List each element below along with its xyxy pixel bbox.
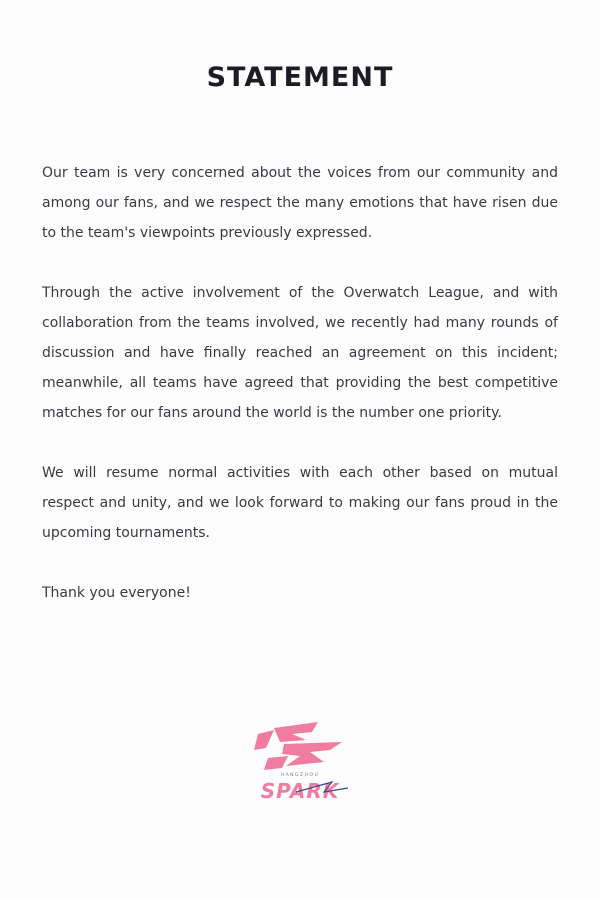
logo-emblem-left (254, 730, 274, 750)
statement-body (42, 158, 558, 638)
logo-wordmark: SPARK (260, 779, 340, 803)
statement-paragraph-1: Our team is very concerned about the voices from our community and among our fans, and we respect the many emotions that have risen due to the team's viewpoints previously expressed. (42, 165, 558, 241)
logo-tagline: HANGZHOU (280, 773, 320, 778)
logo-emblem-mid (282, 742, 342, 766)
logo-emblem-lower (264, 756, 288, 770)
page-title: STATEMENT (206, 62, 394, 93)
statement-closing: Thank you everyone! (42, 585, 191, 601)
statement-paragraph-3: We will resume normal activities with each other based on mutual respect and unity, and we look forward to making our fans proud in the upcoming tournaments. (42, 465, 558, 541)
hangzhou-spark-logo-icon (244, 718, 356, 808)
statement-paragraph-2: Through the active involvement of the Overwatch League, and with collaboration from the teams involved, we recently had many rounds of discussion and have finally reached an agreement on this incident; meanwhile, all teams have agreed that providing the best competitive matches for our fans around the world is the number one priority. (42, 285, 558, 421)
logo-emblem-top (274, 722, 318, 742)
